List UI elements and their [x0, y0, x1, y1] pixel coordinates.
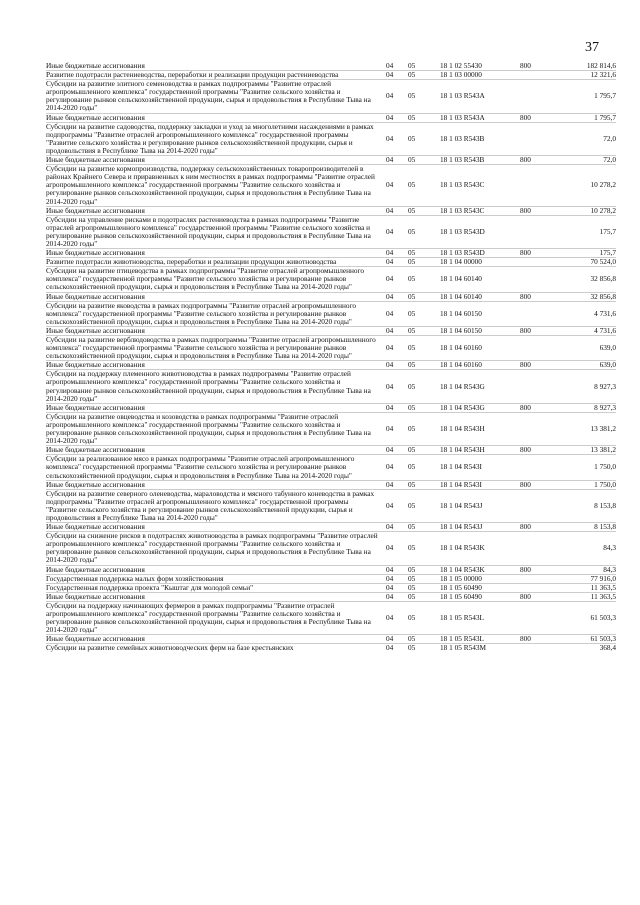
row-razdel: 04: [386, 155, 394, 165]
row-name: Субсидии на поддержку племенного животноводства в рамках подпрограммы "Развитие отраслей агропромышленного комплекса" государственной программы "Развитие сельского хозяйства и регулирование рынков сельскохозяйственной продукции, сырья и продовольствия в Республике Тыва на 2014-2020 годы": [46, 369, 371, 403]
row-razdel: 04: [386, 226, 394, 236]
row-name: Иные бюджетные ассигнования: [46, 61, 145, 70]
row-name: Иные бюджетные ассигнования: [46, 479, 145, 489]
row-amount: 4 731,6: [594, 325, 616, 335]
row-name: Субсидии на развитие птицеводства в рамках подпрограммы "Развитие отраслей агропромышленного комплекса" государственной программы "Развитие сельского хозяйства и регулирование рынков сельскохозяйственной продукции, сырья и продовольствия в Республике Тыва на 2014-2020 годы": [46, 266, 364, 292]
row-razdel: 04: [386, 423, 394, 433]
row-expense-type: 800: [520, 291, 531, 301]
row-target-code: 18 1 04 60160: [440, 343, 482, 353]
table-row: [46, 601, 616, 634]
table-row: [46, 257, 616, 266]
row-name: Иные бюджетные ассигнования: [46, 112, 145, 122]
row-razdel: 04: [386, 112, 394, 122]
row-name: Субсидии за реализованное мясо в рамках подпрограммы "Развитие отраслей агропромышленного комплекса" государственной программы "Развитие сельского хозяйства и регулирование рынков сельскохозяйственной продукции, сырья и продовольствия в Республике Тыва на 2014-2020 годы": [46, 454, 355, 480]
row-razdel: 04: [386, 573, 394, 583]
row-razdel: 04: [386, 500, 394, 510]
row-expense-type: 800: [520, 61, 531, 70]
row-target-code: 18 1 04 60150: [440, 325, 482, 335]
row-target-code: 18 1 03 R543А: [440, 112, 485, 122]
row-podrazdel: 05: [408, 91, 416, 101]
row-amount: 72,0: [603, 133, 616, 143]
row-podrazdel: 05: [408, 155, 416, 165]
row-amount: 72,0: [603, 155, 616, 165]
row-name: Иные бюджетные ассигнования: [46, 591, 145, 601]
row-razdel: 04: [386, 643, 394, 653]
row-podrazdel: 05: [408, 343, 416, 353]
row-razdel: 04: [386, 91, 394, 101]
row-razdel: 04: [386, 634, 394, 644]
row-name: Развитие подотрасли растениеводства, переработки и реализации продукции растениеводства: [46, 70, 339, 80]
row-podrazdel: 05: [408, 423, 416, 433]
row-razdel: 04: [386, 543, 394, 553]
row-target-code: 18 1 04 60160: [440, 360, 482, 370]
row-amount: 12 321,6: [590, 70, 616, 80]
row-name: Субсидии на развитие северного оленеводства, мараловодства и мясного табунного коневодства в рамках подпрограммы "Развитие отраслей агропромышленного комплекса" государственной программы "Развитие сельского хозяйства и регулирование рынков сельскохозяйственной продукции, сырья и продовольствия в Республике Тыва на 2014-2020 годы": [46, 488, 375, 522]
row-target-code: 18 1 04 R543K: [440, 564, 485, 574]
row-target-code: 18 1 04 R543Н: [440, 423, 485, 433]
row-target-code: 18 1 04 60140: [440, 291, 482, 301]
row-target-code: 18 1 04 R543J: [440, 522, 483, 532]
row-podrazdel: 05: [408, 70, 416, 80]
row-name: Субсидии на снижение рисков в подотраслях животноводства в рамках подпрограммы "Развитие отраслей агропромышленного комплекса" государственной программы "Развитие сельского хозяйства и регулирование рынков сельскохозяйственной продукции, сырья и продовольствия в Республике Тыва на 2014-2020 годы": [46, 531, 378, 565]
table-row: [46, 565, 616, 574]
row-target-code: 18 1 05 00000: [440, 573, 482, 583]
table-row: [46, 412, 616, 445]
table-row: [46, 326, 616, 335]
row-podrazdel: 05: [408, 445, 416, 455]
row-target-code: 18 1 04 R543I: [440, 479, 482, 489]
row-amount: 61 503,3: [590, 634, 616, 644]
row-target-code: 18 1 03 R543С: [440, 180, 485, 190]
row-name: Субсидии на развитие семейных животноводческих ферм на базе крестьянских: [46, 643, 294, 653]
row-podrazdel: 05: [408, 61, 416, 70]
row-name: Иные бюджетные ассигнования: [46, 325, 145, 335]
row-name: Иные бюджетные ассигнования: [46, 248, 145, 258]
row-name: Субсидии на поддержку начинающих фермеров в рамках подпрограммы "Развитие отраслей агропромышленного комплекса" государственной программы "Развитие сельского хозяйства и регулирование рынков сельскохозяйственной продукции, сырья и продовольствия в Республике Тыва на 2014-2020 годы": [46, 600, 371, 635]
row-razdel: 04: [386, 445, 394, 455]
row-expense-type: 800: [520, 591, 531, 601]
row-name: Иные бюджетные ассигнования: [46, 402, 145, 412]
row-target-code: 18 1 03 R543С: [440, 205, 485, 215]
row-podrazdel: 05: [408, 133, 416, 143]
table-row: [46, 480, 616, 489]
row-podrazdel: 05: [408, 479, 416, 489]
table-row: [46, 164, 616, 205]
table-row: [46, 266, 616, 291]
row-podrazdel: 05: [408, 613, 416, 623]
row-amount: 32 856,8: [590, 291, 616, 301]
row-podrazdel: 05: [408, 360, 416, 370]
row-podrazdel: 05: [408, 112, 416, 122]
row-name: Субсидии на развитие садоводства, поддержку закладки и уход за многолетними насаждениями в рамках подпрограммы "Развитие отраслей агропромышленного комплекса" государственной программы "Развитие сельского хозяйства и регулирование рынков сельскохозяйственной продукции, сырья и продовольствия в Республике Тыва на 2014-2020 годы": [46, 121, 374, 155]
row-name: Субсидии на развитие овцеводства и козоводства в рамках подпрограммы "Развитие отраслей агропромышленного комплекса" государственной программы "Развитие сельского хозяйства и регулирование рынков сельскохозяйственной продукции, сырья и продовольствия в Республике Тыва на 2014-2020 годы": [46, 411, 371, 446]
row-name: Иные бюджетные ассигнования: [46, 564, 145, 574]
table-row: [46, 454, 616, 479]
row-amount: 1 750,0: [594, 479, 616, 489]
table-row: [46, 522, 616, 531]
row-target-code: 18 1 04 R543K: [440, 543, 485, 553]
row-razdel: 04: [386, 402, 394, 412]
table-row: [46, 583, 616, 592]
row-expense-type: 800: [520, 479, 531, 489]
table-row: [46, 206, 616, 215]
row-target-code: 18 1 03 R543D: [440, 248, 485, 258]
row-amount: 10 278,2: [590, 180, 616, 190]
row-podrazdel: 05: [408, 205, 416, 215]
row-amount: 175,7: [599, 248, 616, 258]
row-podrazdel: 05: [408, 582, 416, 592]
table-row: [46, 215, 616, 248]
row-expense-type: 800: [520, 248, 531, 258]
row-amount: 70 524,0: [590, 257, 616, 267]
row-target-code: 18 1 05 60490: [440, 582, 482, 592]
row-amount: 13 381,2: [590, 445, 616, 455]
row-razdel: 04: [386, 479, 394, 489]
row-razdel: 04: [386, 462, 394, 472]
row-expense-type: 800: [520, 564, 531, 574]
table-row: [46, 360, 616, 369]
row-target-code: 18 1 04 R543G: [440, 402, 485, 412]
row-amount: 10 278,2: [590, 205, 616, 215]
row-amount: 4 731,6: [594, 308, 616, 318]
table-row: [46, 70, 616, 79]
row-amount: 13 381,2: [590, 423, 616, 433]
row-target-code: 18 1 04 60150: [440, 308, 482, 318]
table-row: [46, 634, 616, 643]
row-razdel: 04: [386, 70, 394, 80]
row-razdel: 04: [386, 257, 394, 267]
row-target-code: 18 1 04 R543Н: [440, 445, 485, 455]
row-razdel: 04: [386, 61, 394, 70]
table-row: [46, 335, 616, 360]
row-name: Развитие подотрасли животноводства, переработки и реализации продукции животноводства: [46, 257, 337, 267]
table-row: [46, 643, 616, 652]
row-podrazdel: 05: [408, 522, 416, 532]
row-amount: 175,7: [599, 226, 616, 236]
row-podrazdel: 05: [408, 643, 416, 653]
row-name: Иные бюджетные ассигнования: [46, 634, 145, 644]
row-razdel: 04: [386, 205, 394, 215]
row-target-code: 18 1 03 R543D: [440, 226, 485, 236]
table-row: [46, 592, 616, 601]
row-target-code: 18 1 03 R543А: [440, 91, 485, 101]
row-expense-type: 800: [520, 112, 531, 122]
row-expense-type: 800: [520, 360, 531, 370]
row-razdel: 04: [386, 343, 394, 353]
row-name: Субсидии на управление рисками в подотраслях растениеводства в рамках подпрограммы "Развитие отраслей агропромышленного комплекса" государственной программы "Развитие сельского хозяйства и регулирование рынков сельскохозяйственной продукции, сырья и продовольствия в Республике Тыва на 2014-2020 годы": [46, 214, 371, 248]
row-razdel: 04: [386, 522, 394, 532]
row-podrazdel: 05: [408, 274, 416, 284]
row-name: Государственная поддержка проекта "Кыштаг для молодой семьи": [46, 582, 254, 592]
row-target-code: 18 1 02 55430: [440, 61, 482, 70]
row-razdel: 04: [386, 133, 394, 143]
row-podrazdel: 05: [408, 291, 416, 301]
row-target-code: 18 1 03 R543В: [440, 133, 485, 143]
row-podrazdel: 05: [408, 325, 416, 335]
row-podrazdel: 05: [408, 543, 416, 553]
row-amount: 8 153,8: [594, 522, 616, 532]
row-amount: 61 503,3: [590, 613, 616, 623]
table-row: [46, 113, 616, 122]
row-name: Иные бюджетные ассигнования: [46, 291, 145, 301]
row-podrazdel: 05: [408, 564, 416, 574]
row-amount: 639,0: [599, 343, 616, 353]
row-razdel: 04: [386, 564, 394, 574]
table-row: [46, 369, 616, 402]
row-name: Субсидии на развитие элитного семеноводства в рамках подпрограммы "Развитие отраслей агропромышленного комплекса" государственной программы "Развитие сельского хозяйства и регулирование рынков сельскохозяйственной продукции, сырья и продовольствия в Республике Тыва на 2014-2020 годы": [46, 79, 371, 113]
row-amount: 1 795,7: [594, 91, 616, 101]
row-target-code: 18 1 04 R543J: [440, 500, 483, 510]
row-razdel: 04: [386, 180, 394, 190]
row-name: Иные бюджетные ассигнования: [46, 445, 145, 455]
row-podrazdel: 05: [408, 248, 416, 258]
row-target-code: 18 1 04 R543I: [440, 462, 482, 472]
table-row: [46, 79, 616, 112]
row-podrazdel: 05: [408, 308, 416, 318]
row-name: Субсидии на развитие верблюдоводства в рамках подпрограммы "Развитие отраслей агропромышленного комплекса" государственной программы "Развитие сельского хозяйства и регулирование рынков сельскохозяйственной продукции, сырья и продовольствия в Республике Тыва на 2014-2020 годы": [46, 335, 376, 361]
row-razdel: 04: [386, 582, 394, 592]
row-amount: 1 795,7: [594, 112, 616, 122]
table-row: [46, 489, 616, 522]
row-razdel: 04: [386, 613, 394, 623]
row-amount: 84,3: [603, 543, 616, 553]
row-amount: 182 814,6: [586, 61, 616, 70]
row-expense-type: 800: [520, 155, 531, 165]
row-razdel: 04: [386, 248, 394, 258]
table-row: [46, 445, 616, 454]
row-amount: 11 363,5: [590, 591, 616, 601]
row-name: Иные бюджетные ассигнования: [46, 155, 145, 165]
row-target-code: 18 1 04 R543G: [440, 381, 485, 391]
row-amount: 368,4: [599, 643, 616, 653]
row-amount: 84,3: [603, 564, 616, 574]
table-row: [46, 248, 616, 257]
row-target-code: 18 1 05 R543L: [440, 634, 484, 644]
table-row: [46, 531, 616, 564]
row-razdel: 04: [386, 381, 394, 391]
row-name: Иные бюджетные ассигнования: [46, 522, 145, 532]
row-target-code: 18 1 03 00000: [440, 70, 482, 80]
row-podrazdel: 05: [408, 573, 416, 583]
table-row: [46, 301, 616, 326]
row-expense-type: 800: [520, 402, 531, 412]
row-razdel: 04: [386, 291, 394, 301]
row-amount: 639,0: [599, 360, 616, 370]
row-target-code: 18 1 04 00000: [440, 257, 482, 267]
budget-table: [46, 62, 616, 652]
row-expense-type: 800: [520, 445, 531, 455]
row-expense-type: 800: [520, 634, 531, 644]
table-row: [46, 292, 616, 301]
row-podrazdel: 05: [408, 462, 416, 472]
row-podrazdel: 05: [408, 402, 416, 412]
row-podrazdel: 05: [408, 500, 416, 510]
row-amount: 1 750,0: [594, 462, 616, 472]
row-target-code: 18 1 03 R543В: [440, 155, 485, 165]
row-razdel: 04: [386, 360, 394, 370]
row-podrazdel: 05: [408, 226, 416, 236]
table-row: [46, 155, 616, 164]
row-name: Государственная поддержка малых форм хозяйствования: [46, 573, 224, 583]
row-podrazdel: 05: [408, 381, 416, 391]
row-target-code: 18 1 05 R543L: [440, 613, 484, 623]
row-amount: 8 927,3: [594, 402, 616, 412]
row-expense-type: 800: [520, 522, 531, 532]
row-name: Иные бюджетные ассигнования: [46, 360, 145, 370]
row-amount: 32 856,8: [590, 274, 616, 284]
table-row: [46, 403, 616, 412]
row-razdel: 04: [386, 308, 394, 318]
row-target-code: 18 1 04 60140: [440, 274, 482, 284]
row-target-code: 18 1 05 60490: [440, 591, 482, 601]
table-row: [46, 574, 616, 583]
row-amount: 77 916,0: [590, 573, 616, 583]
row-razdel: 04: [386, 591, 394, 601]
row-amount: 8 927,3: [594, 381, 616, 391]
table-row: [46, 62, 616, 70]
row-expense-type: 800: [520, 325, 531, 335]
row-razdel: 04: [386, 274, 394, 284]
row-expense-type: 800: [520, 205, 531, 215]
row-target-code: 18 1 05 R543M: [440, 643, 487, 653]
row-podrazdel: 05: [408, 257, 416, 267]
row-amount: 11 363,5: [590, 582, 616, 592]
page-number: 37: [585, 40, 599, 55]
row-name: Субсидии на развитие кормопроизводства, поддержку сельскохозяйственных товаропроизводителей в районах Крайнего Севера и приравненных к ним местностях в рамках подпрограммы "Развитие отраслей агропромышленного комплекса" государственной программы "Развитие сельского хозяйства и регулирование рынков сельскохозяйственной продукции, сырья и продовольствия в Республике Тыва на 2014-2020 годы": [46, 164, 375, 206]
row-podrazdel: 05: [408, 591, 416, 601]
row-podrazdel: 05: [408, 634, 416, 644]
row-name: Иные бюджетные ассигнования: [46, 205, 145, 215]
row-podrazdel: 05: [408, 180, 416, 190]
table-row: [46, 122, 616, 155]
row-name: Субсидии на развитие яководства в рамках подпрограммы "Развитие отраслей агропромышленного комплекса" государственной программы "Развитие сельского хозяйства и регулирование рынков сельскохозяйственной продукции, сырья и продовольствия в Республике Тыва на 2014-2020 годы": [46, 300, 357, 326]
row-amount: 8 153,8: [594, 500, 616, 510]
row-razdel: 04: [386, 325, 394, 335]
